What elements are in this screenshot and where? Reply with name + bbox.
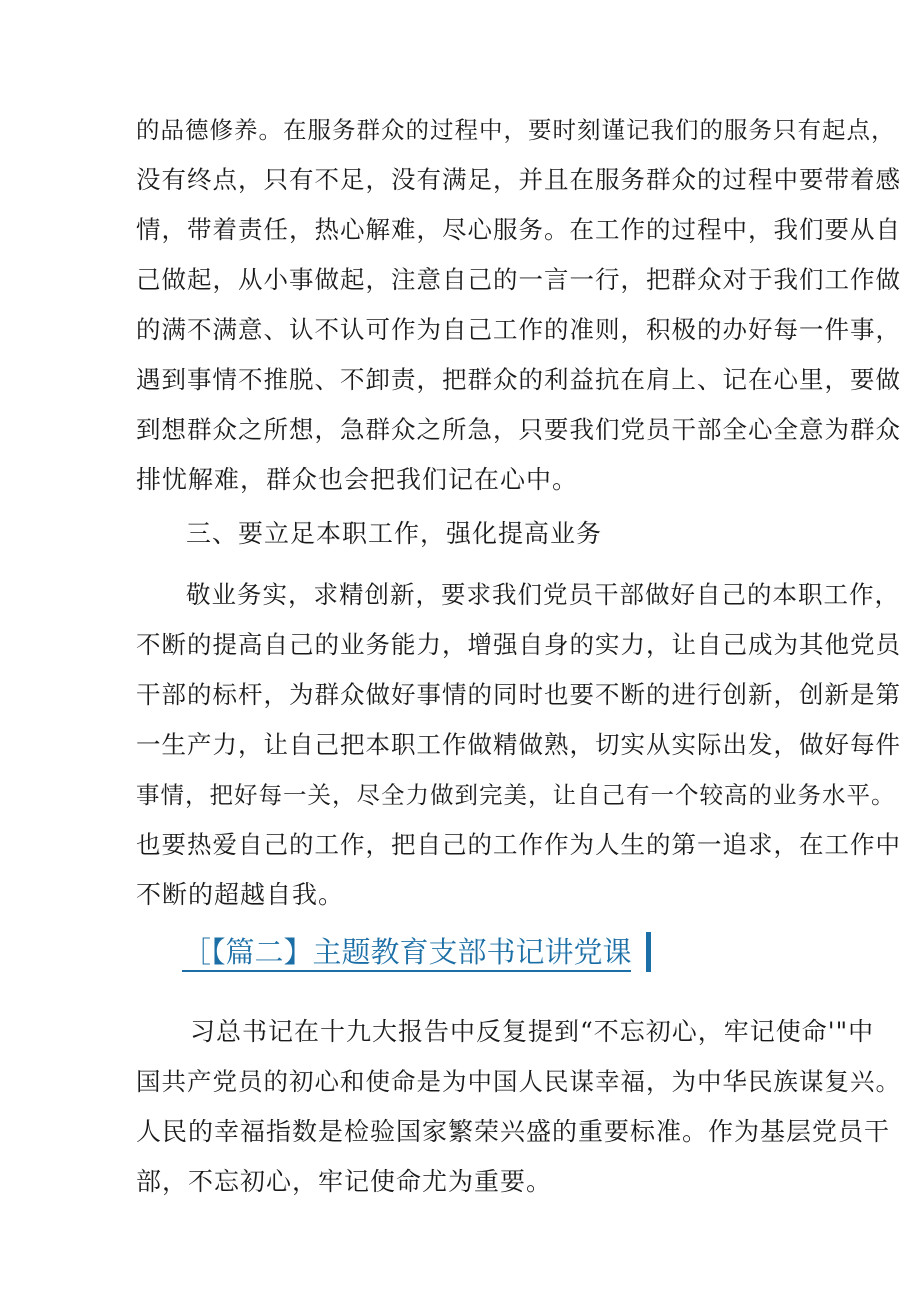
paragraph-3-line: 国共产党员的初心和使命是为中国人民谋幸福，为中华民族谋复兴。	[136, 1067, 901, 1096]
paragraph-1-line: 到想群众之所想，急群众之所急，只要我们党员干部全心全意为群众	[136, 415, 901, 444]
section-title-link[interactable]	[182, 930, 651, 974]
paragraph-2-line: 不断的超越自我。	[136, 880, 345, 909]
paragraph-1-line: 的满不满意、认不认可作为自己工作的准则，积极的办好每一件事，	[136, 315, 901, 344]
paragraph-2-line: 一生产力，让自己把本职工作做精做熟，切实从实际出发，做好每件	[136, 730, 901, 759]
section-title-text: ［【篇二】主题教育支部书记讲党课	[182, 935, 632, 969]
paragraph-3-line: 部，不忘初心，牢记使命尤为重要。	[136, 1167, 553, 1196]
paragraph-2-line: 事情，把好每一关，尽全力做到完美，让自己有一个较高的业务水平。	[136, 781, 896, 809]
paragraph-2-line: 敬业务实，求精创新，要求我们党员干部做好自己的本职工作，	[186, 580, 900, 609]
paragraph-3-line: 习总书记在十九大报告中反复提到“不忘初心，牢记使命'"中	[190, 1017, 875, 1046]
paragraph-2-line: 不断的提高自己的业务能力，增强自身的实力，让自己成为其他党员	[136, 630, 901, 659]
paragraph-1-line: 情，带着责任，热心解难，尽心服务。在工作的过程中，我们要从自	[136, 215, 901, 244]
paragraph-1-line: 遇到事情不推脱、不卸责，把群众的利益抗在肩上、记在心里，要做	[136, 365, 901, 394]
paragraph-1-line: 己做起，从小事做起，注意自己的一言一行，把群众对于我们工作做	[136, 265, 901, 294]
paragraph-1-line: 排忧解难，群众也会把我们记在心中。	[136, 465, 579, 494]
title-bar-mark	[646, 932, 651, 972]
title-underline	[182, 970, 631, 972]
paragraph-3-line: 人民的幸福指数是检验国家繁荣兴盛的重要标准。作为基层党员干	[136, 1117, 891, 1146]
paragraph-1-line: 的品德修养。在服务群众的过程中，要时刻谨记我们的服务只有起点，	[136, 116, 896, 144]
paragraph-2-line: 干部的标杆，为群众做好事情的同时也要不断的进行创新，创新是第	[136, 680, 901, 709]
section-heading: 三、要立足本职工作，强化提高业务	[186, 519, 603, 548]
paragraph-1-line: 没有终点，只有不足，没有满足，并且在服务群众的过程中要带着感	[136, 165, 901, 194]
paragraph-2-line: 也要热爱自己的工作，把自己的工作作为人生的第一追求，在工作中	[136, 830, 901, 859]
